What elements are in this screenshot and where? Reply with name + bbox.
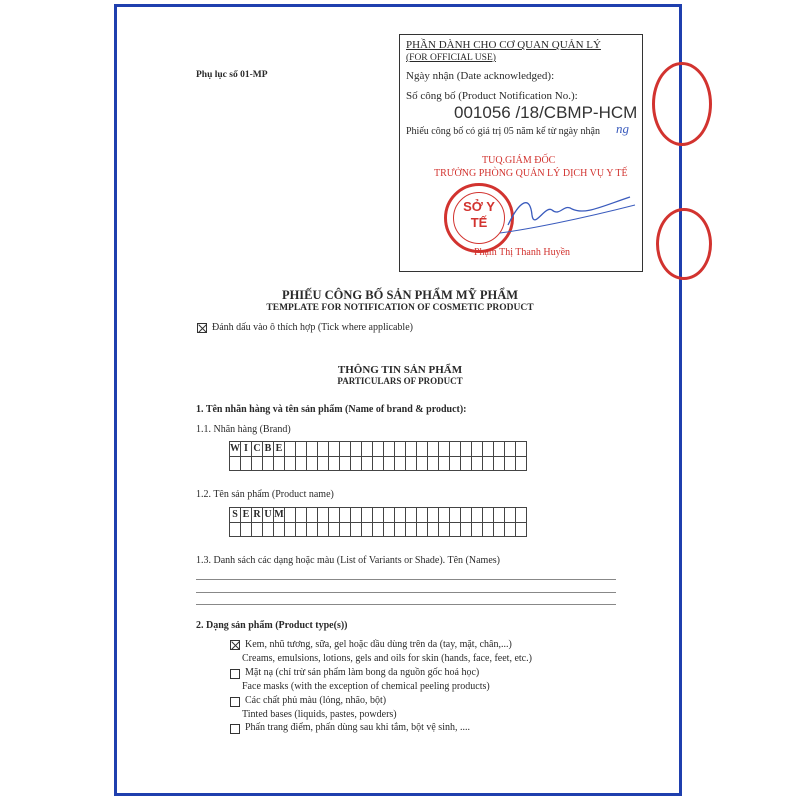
brand-empty-cell (274, 457, 285, 471)
brand-letter-cell: B (263, 442, 274, 457)
brand-empty-cell (505, 457, 516, 471)
brand-empty-cell (362, 457, 373, 471)
signer-title-1: TUQ.GIÁM ĐỐC (482, 155, 556, 166)
tick-example-checkbox (197, 323, 207, 333)
brand-empty-cell (439, 457, 450, 471)
official-header: PHẦN DÀNH CHO CƠ QUAN QUẢN LÝ (406, 39, 601, 51)
brand-empty-cell (307, 457, 318, 471)
product-empty-cell (318, 523, 329, 537)
product-type-2-en: Face masks (with the exception of chemical peeling products) (242, 681, 490, 692)
brand-letter-cell (428, 442, 439, 457)
product-empty-cell (241, 523, 252, 537)
product-empty-cell (329, 523, 340, 537)
product-empty-cell (494, 523, 505, 537)
brand-grid (229, 441, 527, 471)
product-letter-cell (417, 508, 428, 523)
product-letter-cell (373, 508, 384, 523)
brand-empty-cell (417, 457, 428, 471)
date-acknowledged-label: Ngày nhận (Date acknowledged): (406, 70, 555, 82)
brand-empty-cell (263, 457, 274, 471)
product-empty-cell (274, 523, 285, 537)
product-letter-cell (472, 508, 483, 523)
product-letter-cell (362, 508, 373, 523)
variants-line-2 (196, 592, 616, 593)
product-type-checkbox-2[interactable] (230, 669, 240, 679)
brand-letter-cell (450, 442, 461, 457)
product-empty-cell (461, 523, 472, 537)
brand-letter-cell (285, 442, 296, 457)
signature (490, 185, 640, 245)
brand-empty-cell (329, 457, 340, 471)
brand-empty-cell (340, 457, 351, 471)
product-empty-cell (340, 523, 351, 537)
brand-empty-cell (406, 457, 417, 471)
section1-heading: 1. Tên nhãn hàng và tên sản phẩm (Name of brand & product): (196, 404, 467, 415)
title-en: TEMPLATE FOR NOTIFICATION OF COSMETIC PRODUCT (266, 303, 534, 313)
product-letter-cell (516, 508, 527, 523)
section2-heading: 2. Dạng sản phẩm (Product type(s)) (196, 620, 348, 631)
edge-stamp-top (652, 62, 712, 146)
brand-letter-cell (406, 442, 417, 457)
product-type-3-vi: Các chất phủ màu (lỏng, nhão, bột) (245, 695, 387, 706)
brand-empty-cell (351, 457, 362, 471)
product-empty-cell (362, 523, 373, 537)
brand-letter-cell: W (230, 442, 241, 457)
product-letter-cell (296, 508, 307, 523)
variants-line-3 (196, 604, 616, 605)
product-letter-cell: R (252, 508, 263, 523)
product-letter-cell (505, 508, 516, 523)
product-type-1-en: Creams, emulsions, lotions, gels and oils for skin (hands, face, feet, etc.) (242, 653, 532, 664)
brand-empty-cell (428, 457, 439, 471)
brand-letter-cell (505, 442, 516, 457)
brand-empty-cell (373, 457, 384, 471)
product-letter-cell: U (263, 508, 274, 523)
brand-letter-cell (395, 442, 406, 457)
product-empty-cell (351, 523, 362, 537)
product-type-checkbox-3[interactable] (230, 697, 240, 707)
brand-letter-cell (472, 442, 483, 457)
brand-letter-cell (373, 442, 384, 457)
section-title-en: PARTICULARS OF PRODUCT (337, 376, 463, 386)
product-empty-cell (285, 523, 296, 537)
brand-letter-cell: I (241, 442, 252, 457)
brand-letter-cell (483, 442, 494, 457)
brand-letter-cell: E (274, 442, 285, 457)
product-letter-cell (307, 508, 318, 523)
product-empty-cell (439, 523, 450, 537)
product-letter-cell (406, 508, 417, 523)
brand-empty-cell (395, 457, 406, 471)
brand-empty-cell (252, 457, 263, 471)
seal-text: SỞ Y TẾ (463, 199, 495, 230)
signer-title-2: TRƯỞNG PHÒNG QUẢN LÝ DỊCH VỤ Y TẾ (434, 168, 628, 179)
product-type-checkbox-4[interactable] (230, 724, 240, 734)
official-header-en: (FOR OFFICIAL USE) (406, 53, 496, 63)
product-empty-cell (395, 523, 406, 537)
brand-letter-cell (384, 442, 395, 457)
notification-number-value: 001056 /18/CBMP-HCM (454, 103, 638, 122)
brand-empty-cell (494, 457, 505, 471)
product-letter-cell (450, 508, 461, 523)
product-empty-cell (406, 523, 417, 537)
brand-empty-cell (516, 457, 527, 471)
brand-letter-cell (329, 442, 340, 457)
brand-empty-cell (230, 457, 241, 471)
brand-empty-cell (483, 457, 494, 471)
product-type-1-vi: Kem, nhũ tương, sữa, gel hoặc dầu dùng trên da (tay, mặt, chân,...) (245, 639, 512, 650)
brand-letter-cell (516, 442, 527, 457)
product-letter-cell (395, 508, 406, 523)
product-empty-cell (307, 523, 318, 537)
product-empty-cell (296, 523, 307, 537)
product-empty-cell (417, 523, 428, 537)
brand-letter-cell (340, 442, 351, 457)
product-letter-cell (439, 508, 450, 523)
product-letter-cell: M (274, 508, 285, 523)
brand-empty-cell (384, 457, 395, 471)
product-type-3-en: Tinted bases (liquids, pastes, powders) (242, 709, 397, 720)
variants-line-1 (196, 579, 616, 580)
brand-letter-cell (351, 442, 362, 457)
signer-name: Phạm Thị Thanh Huyền (474, 247, 571, 258)
brand-label: 1.1. Nhãn hàng (Brand) (196, 424, 291, 435)
product-empty-cell (230, 523, 241, 537)
product-empty-cell (472, 523, 483, 537)
brand-empty-cell (241, 457, 252, 471)
product-empty-cell (428, 523, 439, 537)
product-letter-cell: E (241, 508, 252, 523)
product-type-checkbox-1[interactable] (230, 640, 240, 650)
product-letter-cell (285, 508, 296, 523)
brand-letter-cell (296, 442, 307, 457)
brand-letter-cell (417, 442, 428, 457)
product-letter-cell (494, 508, 505, 523)
brand-empty-cell (461, 457, 472, 471)
product-empty-cell (505, 523, 516, 537)
brand-empty-cell (450, 457, 461, 471)
product-letter-cell: S (230, 508, 241, 523)
product-type-4-vi: Phấn trang điểm, phấn dùng sau khi tắm, bột vệ sinh, .... (245, 722, 470, 733)
brand-empty-cell (285, 457, 296, 471)
brand-letter-cell (439, 442, 450, 457)
product-letter-cell (384, 508, 395, 523)
brand-letter-cell (461, 442, 472, 457)
product-letter-cell (340, 508, 351, 523)
brand-empty-cell (296, 457, 307, 471)
product-empty-cell (384, 523, 395, 537)
handwritten-note: ng (616, 121, 629, 136)
official-use-box (399, 34, 643, 272)
product-letter-cell (461, 508, 472, 523)
appendix-label: Phụ lục số 01-MP (196, 70, 268, 80)
section-title-vi: THÔNG TIN SẢN PHẨM (337, 364, 463, 376)
product-type-2-vi: Mặt nạ (chỉ trừ sản phẩm làm bong da nguồn gốc hoá học) (245, 667, 480, 678)
product-empty-cell (483, 523, 494, 537)
brand-letter-cell (362, 442, 373, 457)
product-letter-cell (428, 508, 439, 523)
product-empty-cell (252, 523, 263, 537)
product-grid (229, 507, 527, 537)
product-letter-cell (329, 508, 340, 523)
brand-empty-cell (472, 457, 483, 471)
validity-text: Phiếu công bố có giá trị 05 năm kể từ ngày nhận (406, 126, 600, 137)
product-empty-cell (450, 523, 461, 537)
tick-note: Đánh dấu vào ô thích hợp (Tick where applicable) (212, 322, 413, 333)
product-empty-cell (263, 523, 274, 537)
brand-letter-cell (494, 442, 505, 457)
brand-empty-cell (318, 457, 329, 471)
product-empty-cell (516, 523, 527, 537)
product-label: 1.2. Tên sản phẩm (Product name) (196, 489, 334, 500)
title-vi: PHIẾU CÔNG BỐ SẢN PHẨM MỸ PHẨM (281, 288, 519, 302)
product-empty-cell (373, 523, 384, 537)
brand-letter-cell: C (252, 442, 263, 457)
product-letter-cell (318, 508, 329, 523)
product-letter-cell (483, 508, 494, 523)
notification-number-label: Số công bố (Product Notification No.): (406, 90, 578, 102)
edge-stamp-bottom (656, 208, 712, 280)
product-letter-cell (351, 508, 362, 523)
variants-label: 1.3. Danh sách các dạng hoặc màu (List of Variants or Shade). Tên (Names) (196, 555, 500, 566)
brand-letter-cell (307, 442, 318, 457)
brand-letter-cell (318, 442, 329, 457)
